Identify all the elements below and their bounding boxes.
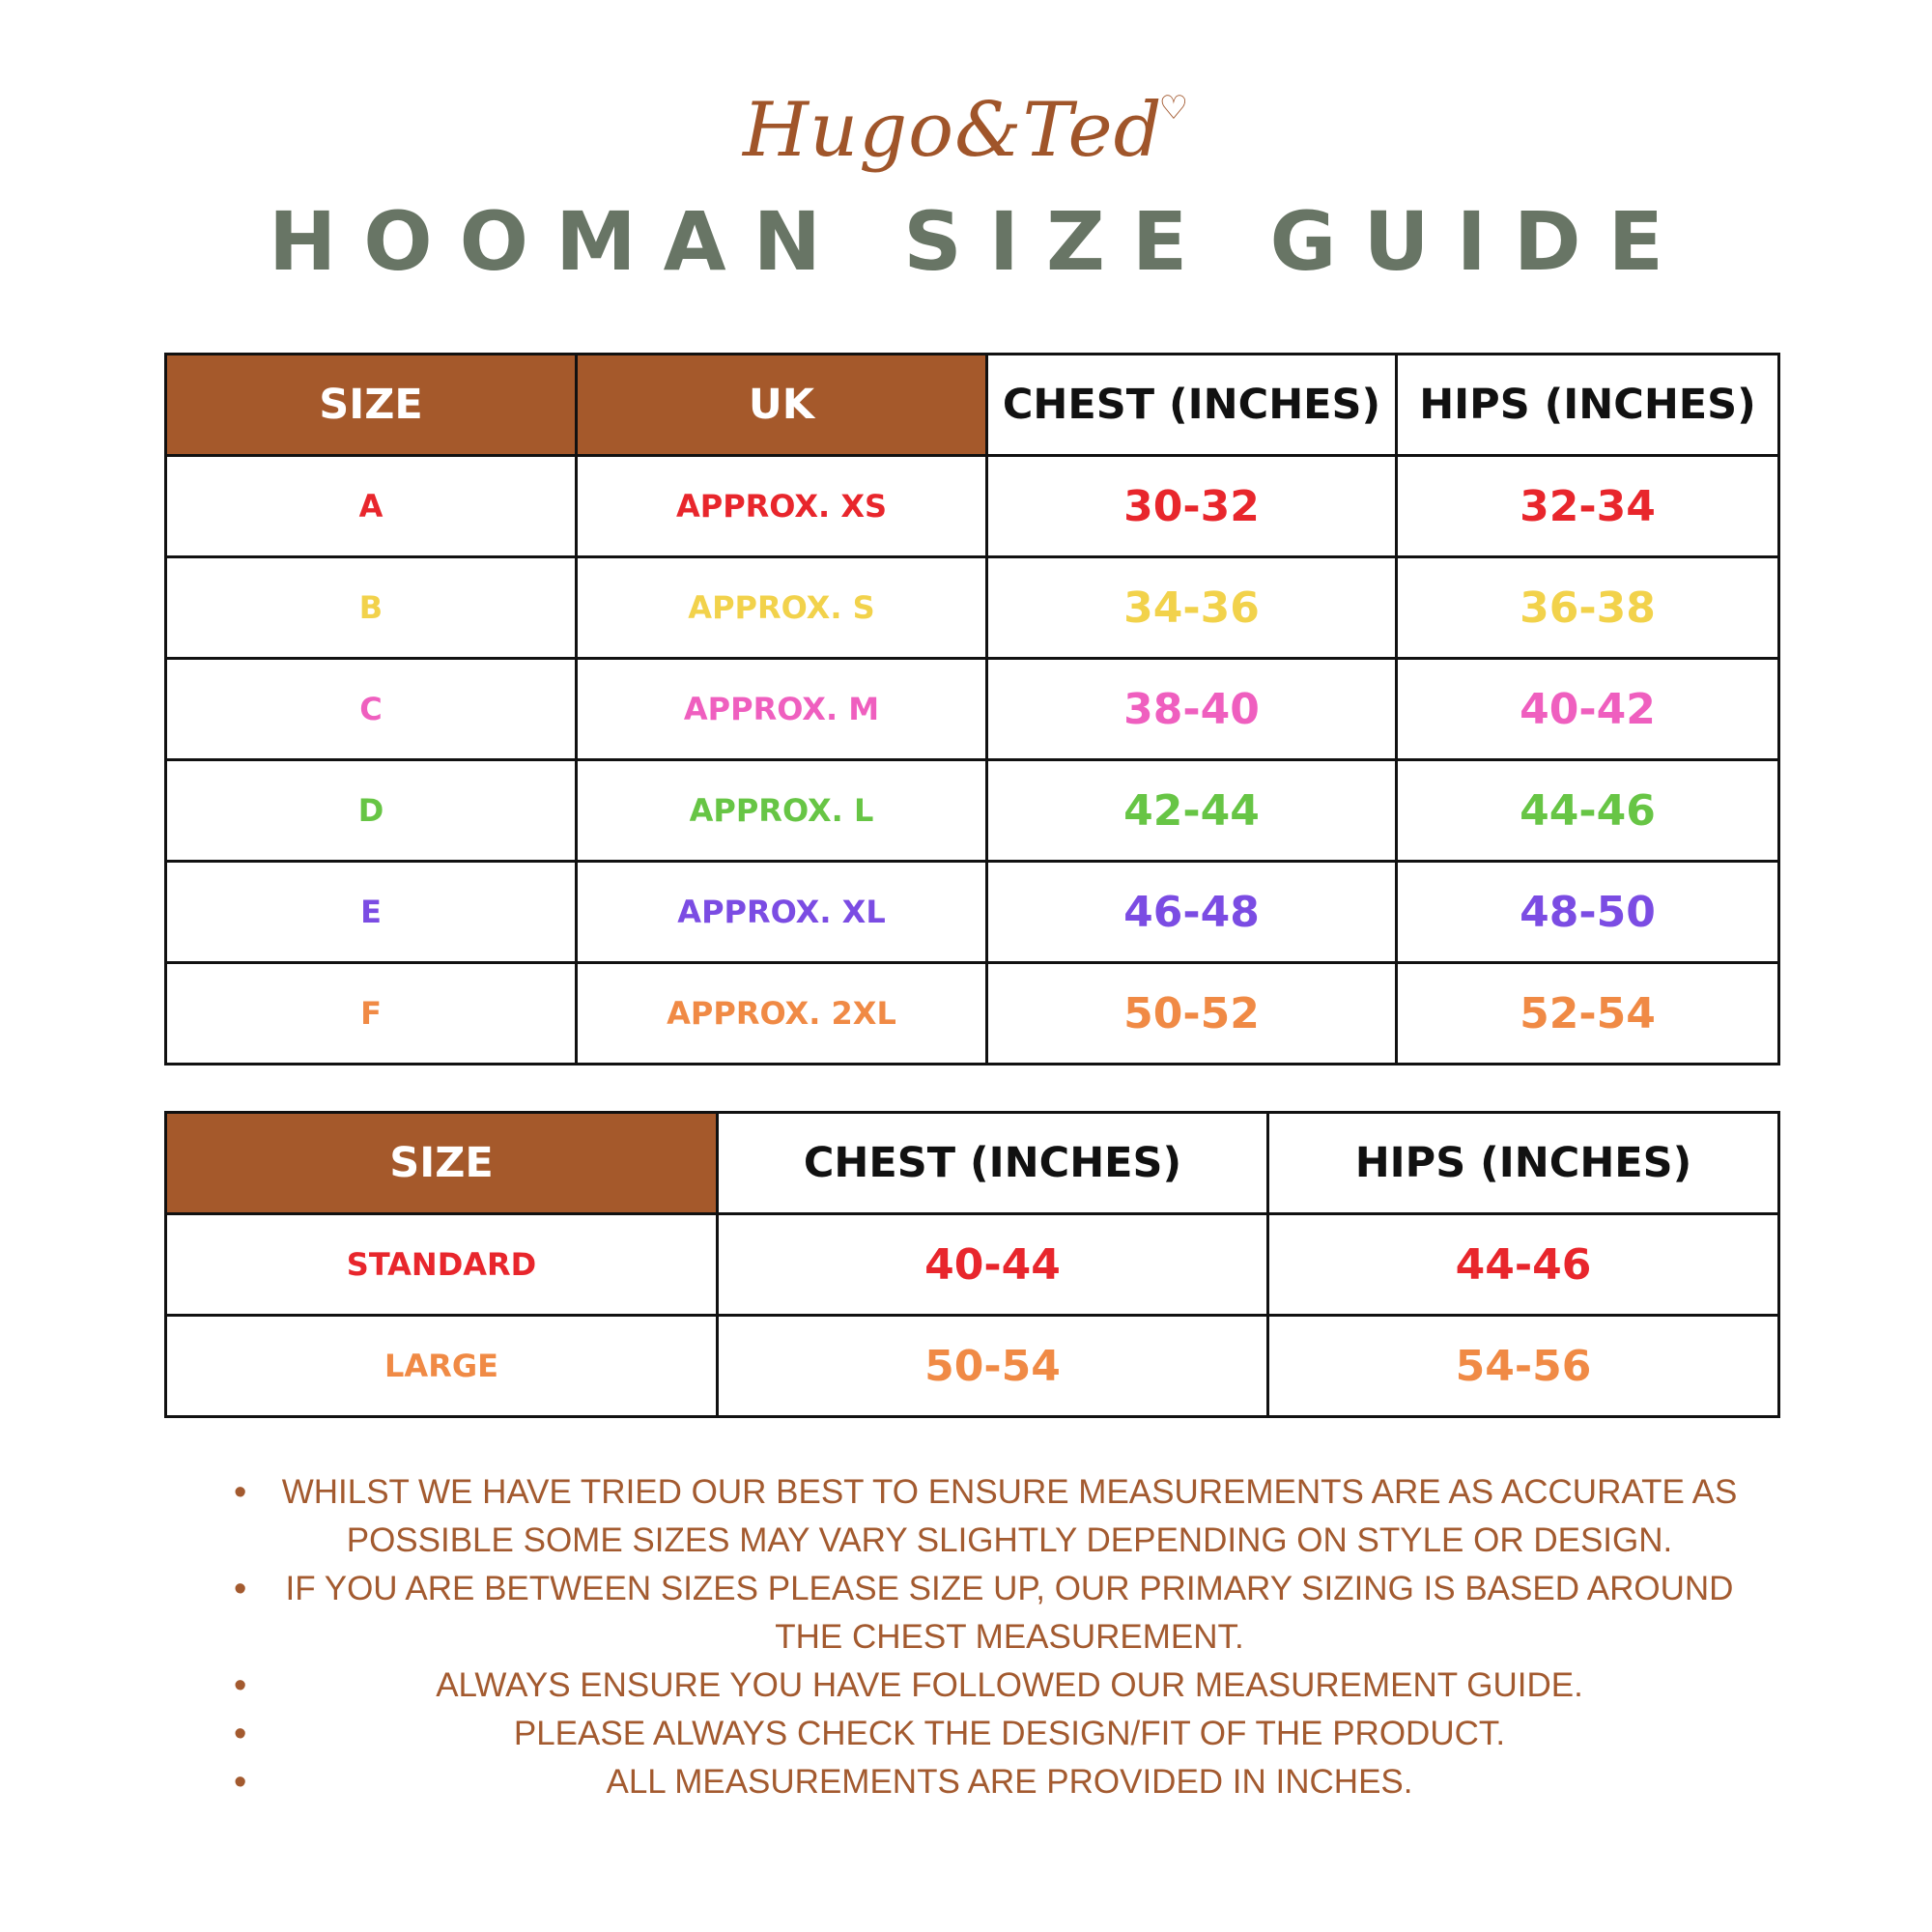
- chest-cell: 50-52: [987, 963, 1397, 1065]
- table-row: [166, 1316, 1779, 1417]
- chest-cell: 42-44: [987, 760, 1397, 862]
- table-row: [166, 760, 1779, 862]
- table-header-row: [166, 355, 1779, 456]
- notes-list: [232, 1468, 1758, 1806]
- header-uk: UK: [577, 355, 987, 456]
- uk-cell: APPROX. L: [577, 760, 987, 862]
- bullet-icon: •: [234, 1472, 247, 1513]
- hips-cell: 40-42: [1397, 659, 1779, 760]
- table-row: [166, 557, 1779, 659]
- header-chest: CHEST (INCHES): [718, 1113, 1268, 1214]
- brand-logo-text: Hugo&Ted: [742, 87, 1163, 174]
- size-cell: E: [166, 862, 577, 963]
- bullet-icon: •: [234, 1762, 247, 1803]
- heart-icon: ♡: [1158, 89, 1190, 128]
- bullet-icon: •: [234, 1569, 247, 1609]
- hips-cell: 36-38: [1397, 557, 1779, 659]
- header-chest: CHEST (INCHES): [987, 355, 1397, 456]
- hips-cell: 44-46: [1397, 760, 1779, 862]
- note-text: ALL MEASUREMENTS ARE PROVIDED IN INCHES.: [606, 1763, 1413, 1801]
- uk-cell: APPROX. 2XL: [577, 963, 987, 1065]
- note-text: ALWAYS ENSURE YOU HAVE FOLLOWED OUR MEASUREMENT GUIDE.: [436, 1666, 1583, 1704]
- size-cell: F: [166, 963, 577, 1065]
- chest-cell: 30-32: [987, 456, 1397, 557]
- brand-logo: [0, 60, 1932, 179]
- table-row: [166, 862, 1779, 963]
- chest-cell: 40-44: [718, 1214, 1268, 1316]
- note-text: IF YOU ARE BETWEEN SIZES PLEASE SIZE UP, OUR PRIMARY SIZING IS BASED AROUND THE CHEST MEASUREMENT.: [285, 1570, 1734, 1656]
- uk-cell: APPROX. XS: [577, 456, 987, 557]
- header-size: SIZE: [166, 1113, 718, 1214]
- hips-cell: 32-34: [1397, 456, 1779, 557]
- hips-cell: 52-54: [1397, 963, 1779, 1065]
- bullet-icon: •: [234, 1665, 247, 1706]
- size-cell: A: [166, 456, 577, 557]
- header-size: SIZE: [166, 355, 577, 456]
- note-item: [232, 1758, 1758, 1806]
- table-row: [166, 963, 1779, 1065]
- hips-cell: 44-46: [1268, 1214, 1779, 1316]
- chest-cell: 38-40: [987, 659, 1397, 760]
- header-hips: HIPS (INCHES): [1268, 1113, 1779, 1214]
- note-item: [232, 1710, 1758, 1758]
- note-item: [232, 1468, 1758, 1565]
- uk-cell: APPROX. S: [577, 557, 987, 659]
- table-row: [166, 1214, 1779, 1316]
- page-title: HOOMAN SIZE GUIDE: [268, 194, 1691, 289]
- size-cell: B: [166, 557, 577, 659]
- hips-cell: 54-56: [1268, 1316, 1779, 1417]
- size-cell: LARGE: [166, 1316, 718, 1417]
- size-cell: D: [166, 760, 577, 862]
- size-table-main: [164, 353, 1780, 1065]
- size-table-secondary: [164, 1111, 1780, 1418]
- table-row: [166, 456, 1779, 557]
- chest-cell: 46-48: [987, 862, 1397, 963]
- note-item: [232, 1662, 1758, 1710]
- note-item: [232, 1565, 1758, 1662]
- size-cell: C: [166, 659, 577, 760]
- size-cell: STANDARD: [166, 1214, 718, 1316]
- uk-cell: APPROX. XL: [577, 862, 987, 963]
- header-hips: HIPS (INCHES): [1397, 355, 1779, 456]
- chest-cell: 50-54: [718, 1316, 1268, 1417]
- note-text: WHILST WE HAVE TRIED OUR BEST TO ENSURE MEASUREMENTS ARE AS ACCURATE AS POSSIBLE SOME SIZES MAY VARY SLIGHTLY DEPENDING ON STYLE OR DESIGN.: [281, 1473, 1738, 1559]
- uk-cell: APPROX. M: [577, 659, 987, 760]
- note-text: PLEASE ALWAYS CHECK THE DESIGN/FIT OF THE PRODUCT.: [513, 1715, 1506, 1752]
- table-row: [166, 659, 1779, 760]
- hips-cell: 48-50: [1397, 862, 1779, 963]
- bullet-icon: •: [234, 1714, 247, 1754]
- chest-cell: 34-36: [987, 557, 1397, 659]
- table-header-row: [166, 1113, 1779, 1214]
